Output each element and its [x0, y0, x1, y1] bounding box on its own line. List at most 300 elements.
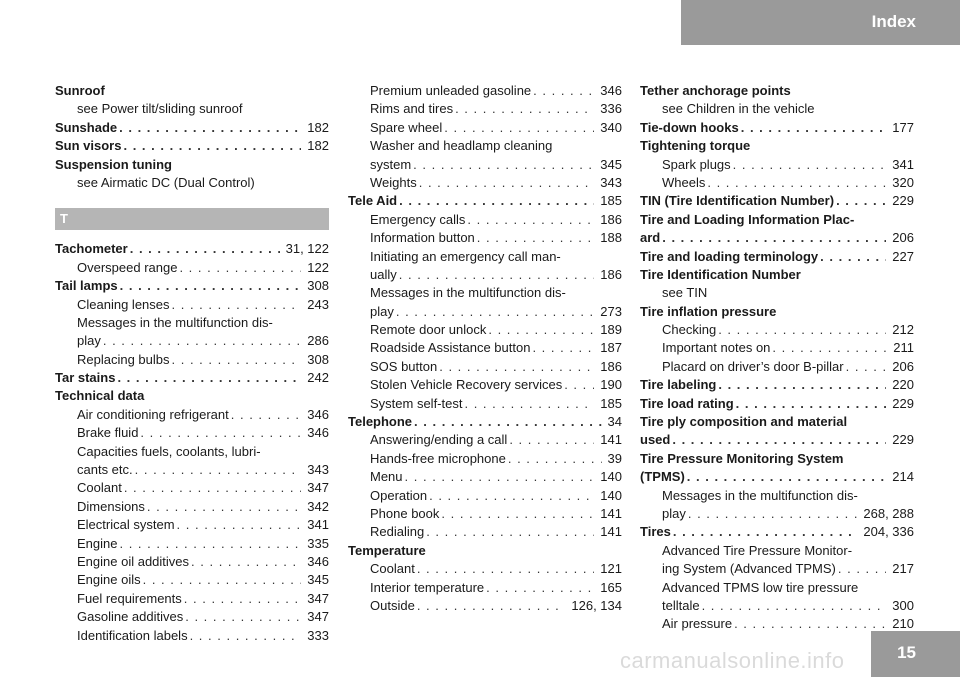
entry-text: Engine oil additives [77, 553, 190, 569]
index-entry [640, 339, 914, 357]
index-entry [348, 597, 622, 615]
leader-dots [530, 339, 594, 357]
index-entry [348, 395, 622, 413]
page-reference: 243 [307, 296, 329, 312]
leader-dots [117, 535, 301, 553]
header-tab [681, 0, 960, 45]
entry-text: Outside [370, 597, 415, 613]
page-reference: 214 [892, 469, 914, 485]
entry-text: Hands-free microphone [370, 450, 506, 466]
leader-dots [394, 303, 594, 321]
page-reference: 186 [600, 266, 622, 282]
index-entry [55, 156, 329, 174]
page-reference: 185 [600, 193, 622, 209]
index-entry [640, 192, 914, 210]
leader-dots [836, 560, 886, 578]
index-entry [55, 351, 329, 369]
leader-dots [118, 277, 302, 295]
entry-text: System self-test [370, 395, 463, 411]
entry-text: see Airmatic DC (Dual Control) [77, 174, 255, 190]
entry-text: ually [370, 266, 397, 282]
index-entry [55, 332, 329, 350]
leader-dots [427, 487, 594, 505]
page-reference: 273 [600, 303, 622, 319]
index-entry [55, 100, 329, 118]
index-entry [640, 395, 914, 413]
entry-text: Sun visors [55, 138, 122, 154]
entry-text: Redialing [370, 524, 425, 540]
page-reference: 320 [892, 174, 914, 190]
leader-dots [465, 211, 594, 229]
leader-dots [716, 321, 886, 339]
leader-dots [732, 615, 886, 633]
index-list [348, 82, 622, 615]
entry-text: telltale [662, 597, 700, 613]
index-entry [55, 535, 329, 553]
entry-text: SOS button [370, 358, 438, 374]
entry-text: Menu [370, 469, 403, 485]
entry-text: (TPMS) [640, 469, 685, 485]
page-reference: 342 [307, 498, 329, 514]
page-reference: 126, 134 [571, 597, 622, 613]
leader-dots [128, 240, 280, 258]
leader-dots [770, 339, 887, 357]
entry-text: Tire ply composition and material [640, 414, 848, 430]
index-entry [55, 137, 329, 155]
index-entry [348, 505, 622, 523]
index-entry [640, 542, 914, 560]
index-entry [55, 627, 329, 645]
page-reference: 31, 122 [285, 241, 329, 257]
leader-dots [844, 358, 887, 376]
entry-text: Stolen Vehicle Recovery services [370, 377, 563, 393]
leader-dots [183, 608, 301, 626]
leader-dots [175, 516, 302, 534]
index-entry [55, 296, 329, 314]
index-entry [640, 579, 914, 597]
index-column-1 [55, 82, 329, 645]
index-entry [55, 553, 329, 571]
index-list [640, 82, 914, 634]
index-entry [640, 597, 914, 615]
index-entry [640, 321, 914, 339]
page-reference: 229 [892, 193, 914, 209]
index-list-t [55, 240, 329, 645]
entry-text: Initiating an emergency call man- [370, 248, 561, 264]
index-entry [348, 156, 622, 174]
index-entry [640, 487, 914, 505]
watermark: carmanualsonline.info [620, 648, 845, 673]
page-number-tab [871, 631, 960, 677]
page-reference: 268, 288 [863, 505, 914, 521]
leader-dots [138, 424, 301, 442]
index-entry [348, 358, 622, 376]
leader-dots [507, 431, 594, 449]
leader-dots [412, 413, 601, 431]
entry-text: Tires [640, 524, 671, 540]
page-reference: 34 [607, 414, 622, 430]
entry-text: Tire labeling [640, 377, 717, 393]
leader-dots [415, 560, 594, 578]
page-reference: 347 [307, 609, 329, 625]
index-column-3 [640, 82, 914, 634]
entry-text: Messages in the multifunction dis- [662, 487, 858, 503]
leader-dots [411, 156, 594, 174]
index-entry [55, 82, 329, 100]
entry-text: Suspension tuning [55, 156, 172, 172]
index-list-s [55, 82, 329, 192]
entry-text: Advanced Tire Pressure Monitor- [662, 542, 853, 558]
page-reference: 308 [307, 351, 329, 367]
leader-dots [462, 395, 594, 413]
index-entry [640, 266, 914, 284]
entry-text: Advanced TPMS low tire pressure [662, 579, 859, 595]
index-entry [55, 461, 329, 479]
leader-dots [484, 579, 594, 597]
index-entry [55, 406, 329, 424]
index-column-2 [348, 82, 622, 615]
leader-dots [475, 229, 595, 247]
page-reference: 165 [600, 579, 622, 595]
leader-dots [177, 259, 301, 277]
page-reference: 227 [892, 248, 914, 264]
entry-text: Electrical system [77, 517, 175, 533]
entry-text: Air conditioning refrigerant [77, 406, 229, 422]
entry-text: Premium unleaded gasoline [370, 83, 532, 98]
leader-dots [685, 468, 887, 486]
entry-text: see Power tilt/sliding sunroof [77, 101, 243, 117]
leader-dots [670, 431, 886, 449]
leader-dots [424, 523, 594, 541]
entry-text: cants etc. [77, 462, 133, 478]
index-entry [348, 174, 622, 192]
entry-text: play [370, 303, 394, 319]
leader-dots [170, 296, 302, 314]
index-entry [55, 369, 329, 387]
entry-text: Washer and headlamp cleaning [370, 138, 553, 154]
page-reference: 341 [892, 156, 914, 172]
page-reference: 333 [307, 627, 329, 643]
entry-text: Placard on driver’s door B-pillar [662, 358, 844, 374]
page-reference: 242 [307, 370, 329, 386]
leader-dots [818, 248, 886, 266]
entry-text: Engine [77, 535, 118, 551]
index-entry [640, 505, 914, 523]
page-reference: 188 [600, 230, 622, 246]
entry-text: used [640, 432, 671, 448]
entry-text: Coolant [370, 561, 415, 577]
page-reference: 346 [600, 83, 622, 98]
leader-dots [101, 332, 301, 350]
index-entry [348, 450, 622, 468]
leader-dots [671, 523, 858, 541]
entry-text: see TIN [662, 285, 708, 301]
page-reference: 206 [892, 358, 914, 374]
page-reference: 345 [307, 572, 329, 588]
entry-text: Remote door unlock [370, 322, 487, 338]
index-entry [640, 303, 914, 321]
index-entry [348, 229, 622, 247]
entry-text: Tightening torque [640, 138, 751, 154]
index-entry [55, 240, 329, 258]
entry-text: Tachometer [55, 241, 128, 257]
entry-text: Tar stains [55, 370, 116, 386]
page-reference: 141 [600, 524, 622, 540]
page-reference: 141 [600, 505, 622, 521]
leader-dots [705, 174, 886, 192]
entry-text: Answering/ending a call [370, 432, 508, 448]
entry-text: Identification labels [77, 627, 188, 643]
entry-text: play [77, 333, 101, 349]
entry-text: Sunshade [55, 119, 118, 135]
index-entry [640, 119, 914, 137]
index-entry [348, 119, 622, 137]
index-entry [348, 487, 622, 505]
page-reference: 220 [892, 377, 914, 393]
index-entry [348, 413, 622, 431]
entry-text: Gasoline additives [77, 609, 184, 625]
index-entry [348, 82, 622, 100]
leader-dots [170, 351, 302, 369]
index-entry [348, 542, 622, 560]
page-reference: 185 [600, 395, 622, 411]
leader-dots [486, 321, 594, 339]
index-entry [348, 339, 622, 357]
index-entry [640, 450, 914, 468]
page-reference: 343 [307, 462, 329, 478]
index-entry [348, 560, 622, 578]
entry-text: Technical data [55, 388, 145, 404]
index-entry [55, 259, 329, 277]
leader-dots [417, 174, 595, 192]
entry-text: Rims and tires [370, 101, 454, 117]
leader-dots [686, 505, 858, 523]
page-reference: 347 [307, 590, 329, 606]
index-entry [348, 266, 622, 284]
index-entry [55, 277, 329, 295]
page-reference: 336 [600, 101, 622, 117]
leader-dots [189, 553, 301, 571]
index-entry [55, 479, 329, 497]
index-entry [640, 431, 914, 449]
entry-text: Tire load rating [640, 395, 734, 411]
page-reference: 141 [600, 432, 622, 448]
entry-text: Temperature [348, 542, 426, 558]
page-reference: 204, 336 [863, 524, 914, 540]
index-entry [55, 387, 329, 405]
page-reference: 177 [892, 119, 914, 135]
entry-text: Tele Aid [348, 193, 398, 209]
index-entry [640, 229, 914, 247]
entry-text: ing System (Advanced TPMS) [662, 561, 836, 577]
leader-dots [188, 627, 302, 645]
entry-text: Operation [370, 487, 428, 503]
page-reference: 189 [600, 322, 622, 338]
leader-dots [122, 479, 301, 497]
page-reference: 182 [307, 119, 329, 135]
page-reference: 39 [607, 450, 622, 466]
page-reference: 206 [892, 230, 914, 246]
entry-text: see Children in the vehicle [662, 101, 815, 117]
page-reference: 340 [600, 119, 622, 135]
leader-dots [403, 468, 595, 486]
entry-text: Checking [662, 322, 717, 338]
entry-text: Dimensions [77, 498, 145, 514]
index-entry [55, 516, 329, 534]
entry-text: system [370, 156, 412, 172]
entry-text: Brake fluid [77, 425, 139, 441]
page-reference: 229 [892, 432, 914, 448]
page-reference: 121 [600, 561, 622, 577]
page-reference: 190 [600, 377, 622, 393]
index-entry [348, 284, 622, 302]
entry-text: ard [640, 230, 661, 246]
index-entry [348, 468, 622, 486]
leader-dots [531, 82, 594, 100]
entry-text: Capacities fuels, coolants, lubri- [77, 443, 261, 459]
leader-dots [397, 192, 594, 210]
index-entry [640, 468, 914, 486]
entry-text: Tie-down hooks [640, 119, 739, 135]
entry-text: Tire Pressure Monitoring System [640, 450, 844, 466]
page-reference: 347 [307, 480, 329, 496]
index-entry [640, 560, 914, 578]
leader-dots [453, 100, 594, 118]
entry-text: Roadside Assistance button [370, 340, 531, 356]
entry-text: Phone book [370, 505, 440, 521]
page-number: 15 [897, 643, 916, 662]
entry-text: Tire and Loading Information Plac- [640, 211, 855, 227]
page-reference: 345 [600, 156, 622, 172]
entry-text: Messages in the multifunction dis- [370, 285, 566, 301]
leader-dots [117, 119, 301, 137]
entry-text: play [662, 505, 686, 521]
page-reference: 286 [307, 333, 329, 349]
page-reference: 182 [307, 138, 329, 154]
leader-dots [439, 505, 594, 523]
entry-text: Tire inflation pressure [640, 303, 777, 319]
entry-text: Tail lamps [55, 278, 118, 294]
leader-dots [834, 192, 886, 210]
page-reference: 335 [307, 535, 329, 551]
page-reference: 346 [307, 406, 329, 422]
index-entry [348, 431, 622, 449]
entry-text: Fuel requirements [77, 590, 182, 606]
leader-dots [700, 597, 887, 615]
index-entry [55, 174, 329, 192]
leader-dots [229, 406, 302, 424]
page-reference: 217 [892, 561, 914, 577]
leader-dots [506, 450, 602, 468]
entry-text: Spare wheel [370, 119, 443, 135]
leader-dots [121, 137, 301, 155]
page-reference: 187 [600, 340, 622, 356]
page-reference: 210 [892, 616, 914, 632]
index-entry [55, 498, 329, 516]
entry-text: Tether anchorage points [640, 83, 791, 98]
leader-dots [660, 229, 886, 247]
leader-dots [731, 156, 887, 174]
page-reference: 212 [892, 322, 914, 338]
index-entry [348, 100, 622, 118]
index-entry [348, 321, 622, 339]
entry-text: Coolant [77, 480, 122, 496]
leader-dots [739, 119, 887, 137]
index-entry [640, 523, 914, 541]
page-reference: 140 [600, 487, 622, 503]
page-reference: 140 [600, 469, 622, 485]
index-entry [348, 211, 622, 229]
entry-text: Tire and loading terminology [640, 248, 819, 264]
index-entry [348, 579, 622, 597]
page-reference: 229 [892, 395, 914, 411]
entry-text: Sunroof [55, 83, 105, 98]
entry-text: Messages in the multifunction dis- [77, 314, 273, 330]
page-reference: 308 [307, 278, 329, 294]
index-entry [640, 211, 914, 229]
index-entry [348, 523, 622, 541]
leader-dots [437, 358, 594, 376]
index-entry [640, 137, 914, 155]
index-entry [640, 358, 914, 376]
index-entry [348, 137, 622, 155]
entry-text: Tire Identification Number [640, 266, 801, 282]
entry-text: Important notes on [662, 340, 771, 356]
entry-text: TIN (Tire Identification Number) [640, 193, 835, 209]
leader-dots [716, 376, 886, 394]
entry-text: Emergency calls [370, 211, 466, 227]
leader-dots [133, 461, 302, 479]
header-title: Index [871, 12, 916, 31]
index-entry [348, 303, 622, 321]
index-entry [348, 376, 622, 394]
leader-dots [141, 571, 302, 589]
section-letter-bar: T [55, 208, 329, 230]
page-reference: 211 [893, 340, 914, 356]
page-reference: 300 [892, 597, 914, 613]
index-entry [640, 156, 914, 174]
entry-text: Cleaning lenses [77, 296, 170, 312]
page-reference: 346 [307, 425, 329, 441]
page-reference: 341 [307, 517, 329, 533]
leader-dots [442, 119, 594, 137]
entry-text: Wheels [662, 174, 706, 190]
index-entry [640, 248, 914, 266]
leader-dots [734, 395, 887, 413]
index-entry [55, 443, 329, 461]
index-entry [348, 248, 622, 266]
leader-dots [145, 498, 301, 516]
entry-text: Information button [370, 230, 475, 246]
leader-dots [115, 369, 301, 387]
index-entry [640, 284, 914, 302]
entry-text: Weights [370, 174, 417, 190]
entry-text: Telephone [348, 414, 413, 430]
index-entry [55, 590, 329, 608]
page-reference: 343 [600, 174, 622, 190]
leader-dots [415, 597, 566, 615]
index-entry [640, 376, 914, 394]
entry-text: Air pressure [662, 616, 733, 632]
page-reference: 186 [600, 211, 622, 227]
index-entry [640, 174, 914, 192]
index-entry [640, 82, 914, 100]
leader-dots [182, 590, 302, 608]
index-entry [55, 119, 329, 137]
index-entry [640, 413, 914, 431]
index-entry [55, 608, 329, 626]
leader-dots [397, 266, 595, 284]
